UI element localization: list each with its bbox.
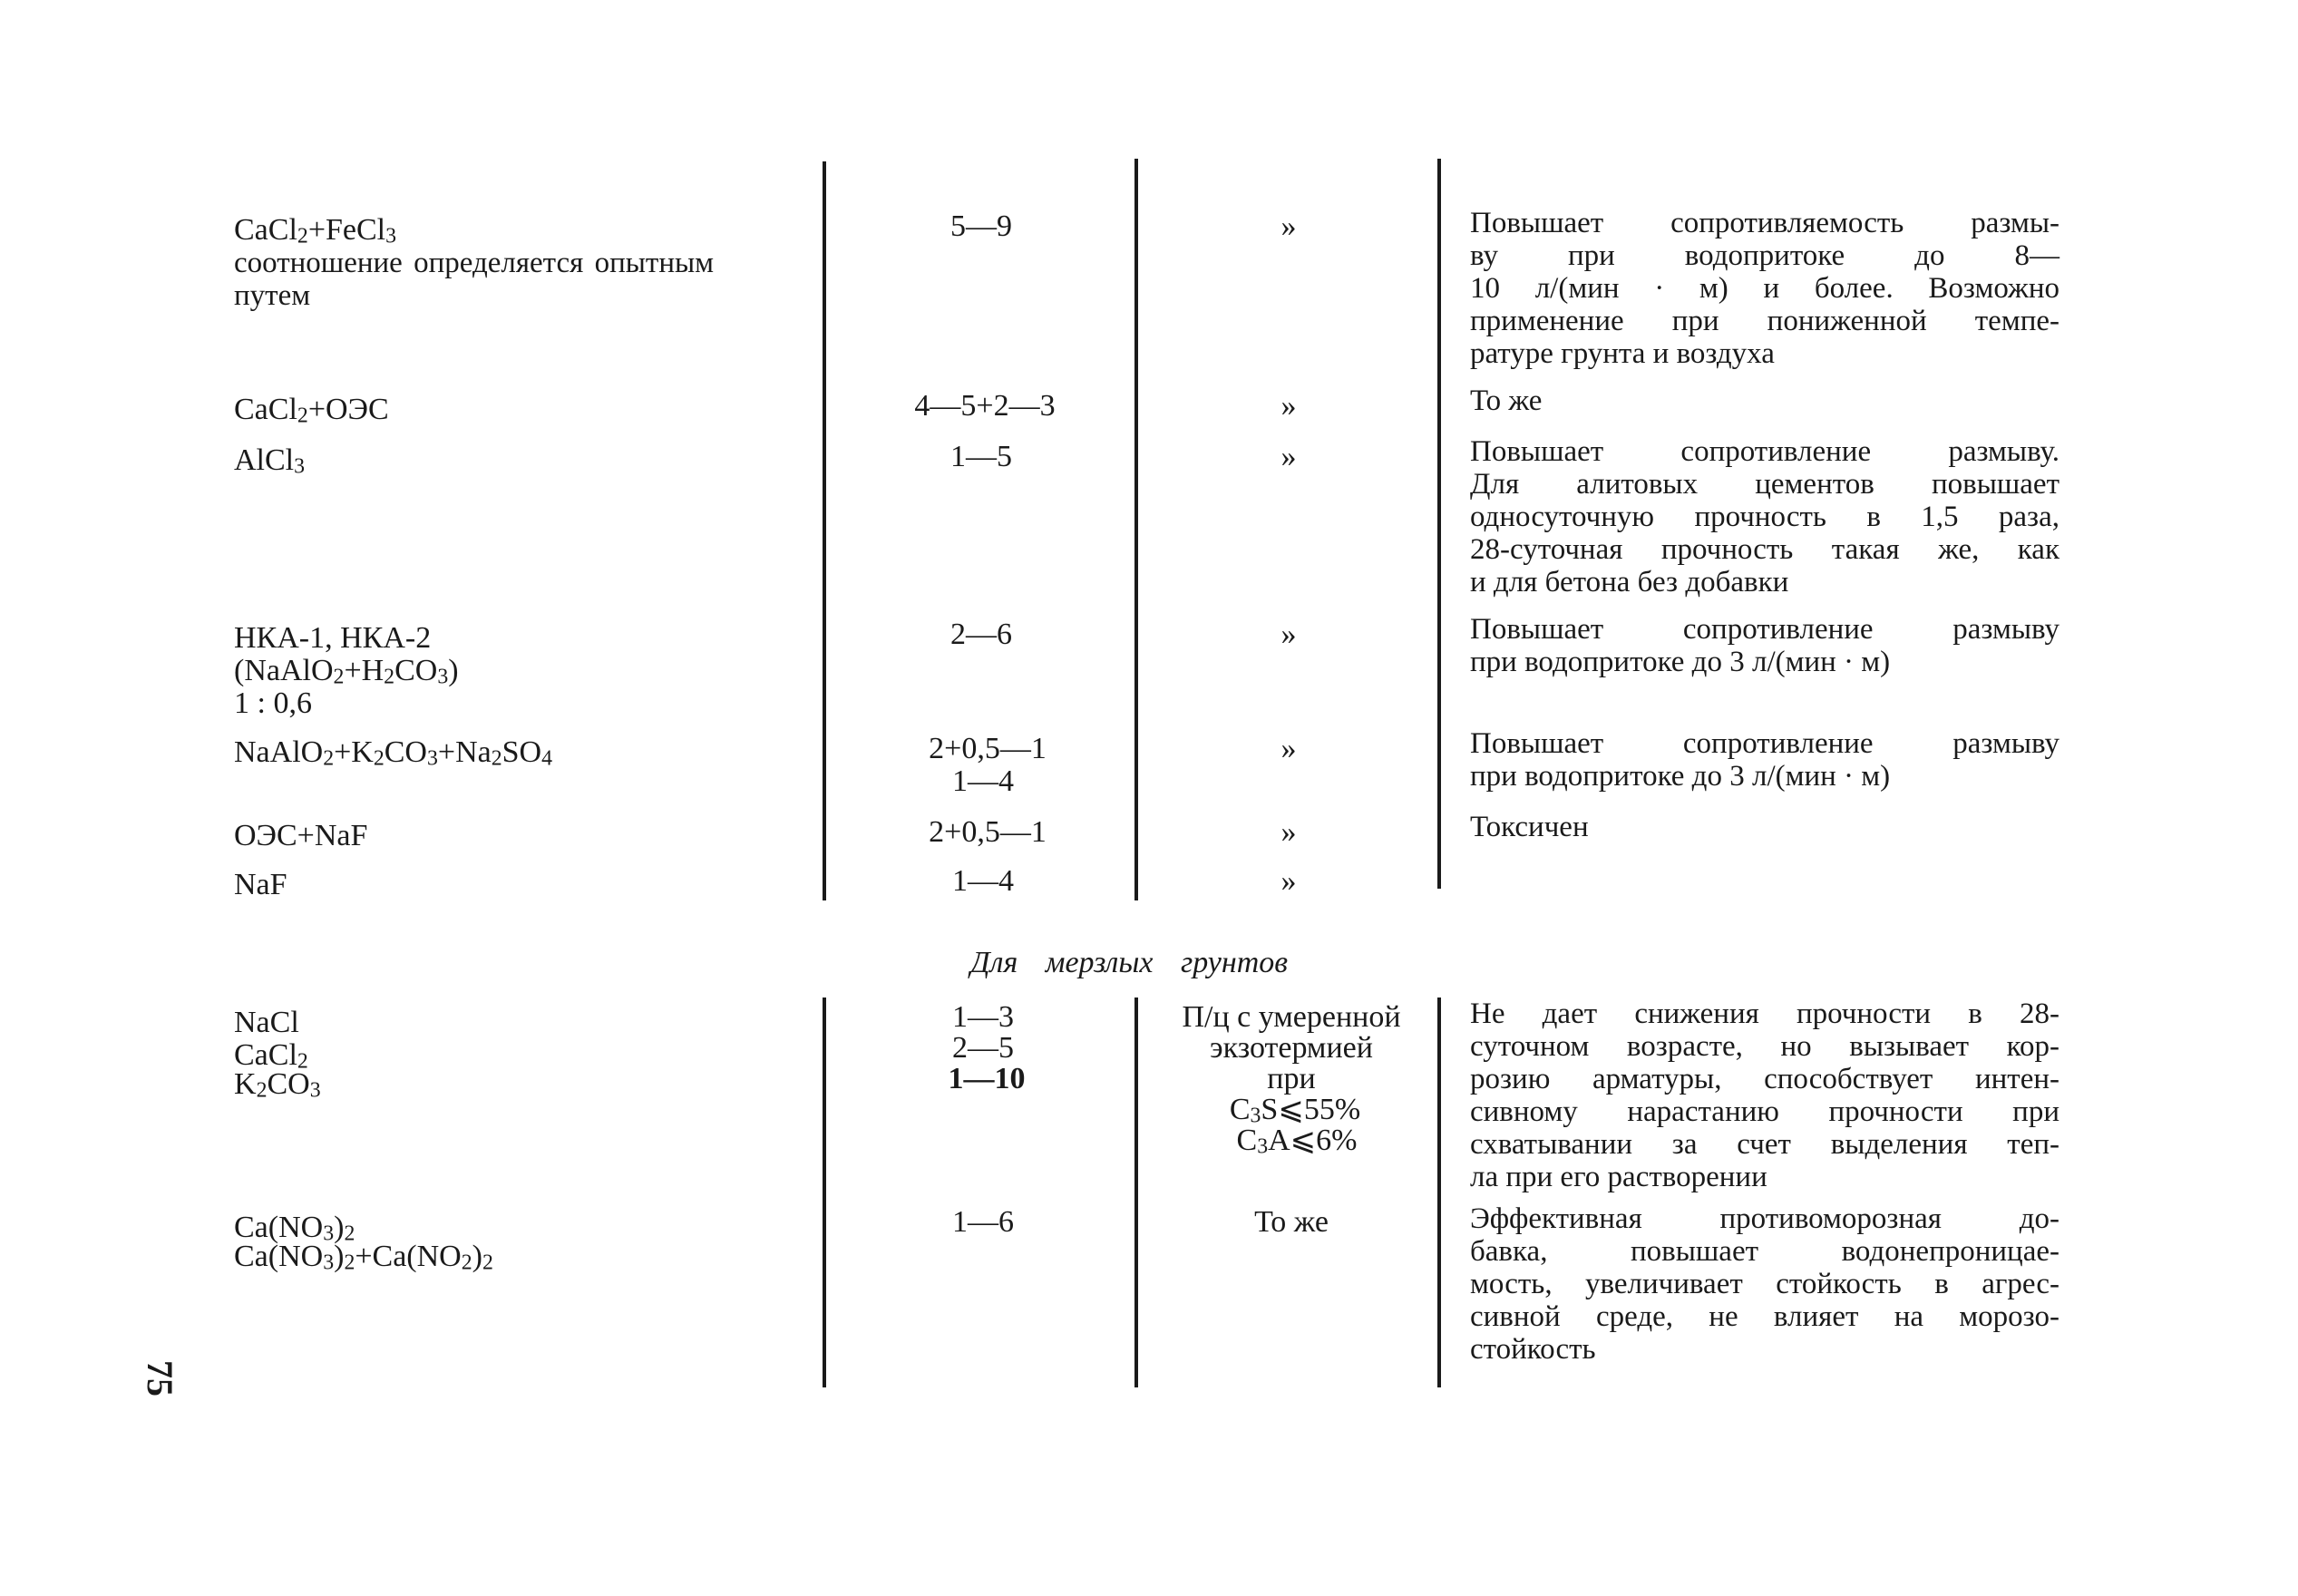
cement-cell: при [1267, 1062, 1316, 1095]
cement-cell: » [1280, 209, 1297, 243]
description-line: Токсичен [1470, 811, 1589, 843]
cement-cell: » [1280, 732, 1297, 765]
additive-cell: $Ca(NO_3)_2$ [234, 1211, 355, 1246]
description-line: Повышает сопротивление размыву [1470, 727, 2059, 760]
additive-cell: CaCl$_2$+FeCl$_3$ [234, 213, 397, 248]
description-line: Для алитовых цементов повышает [1470, 468, 2059, 501]
description-cell [1470, 613, 2059, 678]
additive-cell: НКА-1, НКА-2 [234, 621, 432, 655]
description-line: при водопритоке до 3 л/(мин · м) [1470, 646, 1891, 678]
description-line: суточном возрасте, но вызывает кор- [1470, 1030, 2059, 1063]
description-line: Повышает сопротивляемость размы- [1470, 207, 2059, 239]
column-divider-3 [1437, 159, 1441, 889]
description-line: ву при водопритоке до 8— [1470, 239, 2059, 272]
cement-cell: » [1280, 618, 1297, 651]
column-divider-1-lower [823, 998, 826, 1387]
column-divider-1 [823, 161, 826, 900]
additive-note-line: путем [234, 279, 311, 312]
dose-cell: 2—5 [952, 1031, 1014, 1065]
description-line: стойкость [1470, 1333, 1596, 1366]
description-line: применение при пониженной темпе- [1470, 305, 2059, 337]
description-line: схватывании за счет выделения теп- [1470, 1128, 2059, 1161]
description-line: То же [1470, 384, 1543, 417]
cement-cell: » [1280, 440, 1297, 473]
description-cell [1470, 998, 2059, 1193]
description-cell [1470, 1202, 2059, 1366]
dose-cell: 2+0,5—1 [929, 732, 1047, 765]
column-divider-2-lower [1134, 998, 1138, 1387]
additive-note [234, 247, 714, 279]
cement-cell: » [1280, 389, 1297, 423]
dose-cell: 1—4 [952, 864, 1014, 898]
description-line: 28-суточная прочность такая же, как [1470, 533, 2059, 566]
description-line: Повышает сопротивление размыву [1470, 613, 2059, 646]
dose-cell: 1—6 [952, 1205, 1014, 1239]
description-line: и для бетона без добавки [1470, 566, 1789, 598]
additive-cell: $NaAlO_2+K_2CO_3+Na_2SO_4$ [234, 735, 552, 771]
description-line: сивной среде, не влияет на морозо- [1470, 1300, 2059, 1333]
description-cell [1470, 207, 2059, 370]
column-divider-2 [1134, 159, 1138, 900]
description-cell [1470, 384, 2059, 417]
description-line: мость, увеличивает стойкость в агрес- [1470, 1268, 2059, 1300]
additive-cell: NaCl [234, 1006, 299, 1039]
dose-cell: 1—3 [952, 1000, 1014, 1034]
additive-cell: AlCl$_3$ [234, 443, 306, 479]
additive-cell: $Ca(NO_3)_2+Ca(NO_2)_2$ [234, 1240, 493, 1275]
dose-cell: 1—5 [950, 440, 1012, 473]
description-line: односуточную прочность в 1,5 раза, [1470, 501, 2059, 533]
description-cell [1470, 811, 2059, 843]
cement-cell: То же [1254, 1205, 1329, 1239]
page-number: 75 [140, 1360, 180, 1396]
description-line: ла при его растворении [1470, 1161, 1767, 1193]
description-cell [1470, 435, 2059, 598]
cement-cell: П/ц с умеренной [1182, 1000, 1401, 1034]
dose-cell: 4—5+2—3 [914, 389, 1056, 423]
dose-cell: 1—4 [952, 764, 1014, 798]
description-line: Не дает снижения прочности в 28- [1470, 998, 2059, 1030]
dose-cell: 5—9 [950, 209, 1012, 243]
additive-cell: CaCl$_2$+ОЭС [234, 393, 389, 428]
dose-cell: 2+0,5—1 [929, 815, 1047, 849]
additive-cell: $K_2CO_3$ [234, 1067, 321, 1103]
description-line: ратуре грунта и воздуха [1470, 337, 1775, 370]
section-title: Для мерзлых грунтов [970, 946, 1289, 979]
description-line: Эффективная противоморозная до- [1470, 1202, 2059, 1235]
additive-note [234, 279, 310, 312]
description-cell [1470, 727, 2059, 793]
description-line: розию арматуры, способствует интен- [1470, 1063, 2059, 1095]
cement-cell: $C_3A⩽6\%$ [1236, 1124, 1358, 1159]
cement-cell: » [1280, 815, 1297, 849]
cement-cell: » [1280, 864, 1297, 898]
additive-cell: NaF [234, 868, 287, 901]
description-line: бавка, повышает водонепроницае- [1470, 1235, 2059, 1268]
additive-note-line: соотношение определяется опытным [234, 247, 715, 279]
cement-cell: $C_3S⩽55\%$ [1229, 1093, 1361, 1128]
description-line: сивному нарастанию прочности при [1470, 1095, 2059, 1128]
description-line: Повышает сопротивление размыву. [1470, 435, 2059, 468]
additive-cell: CaCl$_2$ [234, 1038, 308, 1074]
additive-cell: 1 : 0,6 [234, 686, 312, 720]
column-divider-3-lower [1437, 998, 1441, 1387]
dose-cell: 2—6 [950, 618, 1012, 651]
description-line: 10 л/(мин · м) и более. Возможно [1470, 272, 2059, 305]
description-line: при водопритоке до 3 л/(мин · м) [1470, 760, 1891, 793]
cement-cell: экзотермией [1210, 1031, 1373, 1065]
additive-cell: $(NaAlO_2+H_2CO_3)$ [234, 654, 459, 689]
additive-cell: ОЭС+NaF [234, 819, 368, 852]
dose-cell: 1—10 [948, 1062, 1026, 1095]
